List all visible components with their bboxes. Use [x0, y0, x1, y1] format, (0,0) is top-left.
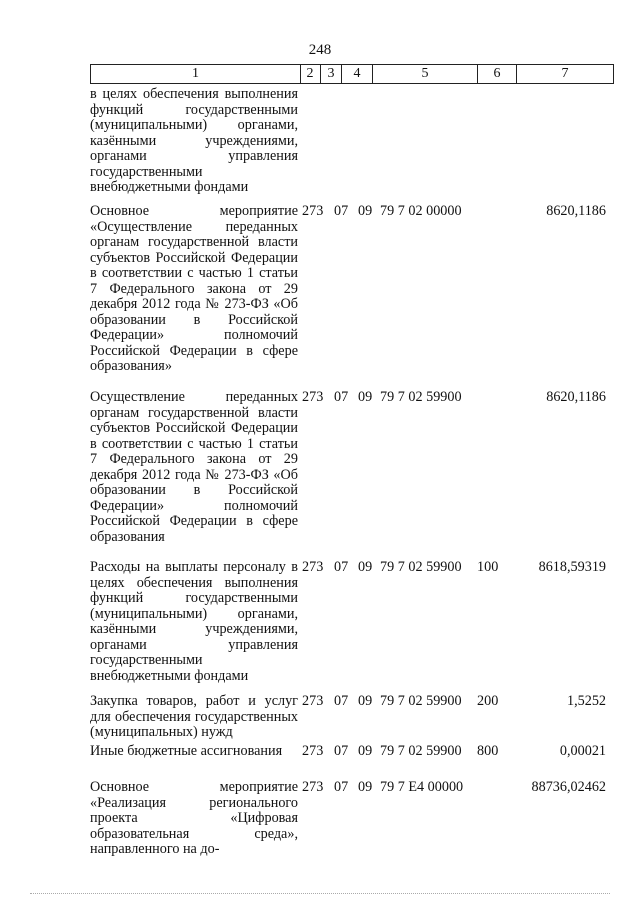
section-code: 07 [334, 779, 349, 795]
header-col-5: 5 [373, 64, 478, 84]
section-code: 07 [334, 389, 349, 405]
expense-type-code: 800 [477, 743, 499, 759]
amount: 1,5252 [566, 693, 606, 709]
subsection-code: 09 [358, 203, 373, 219]
subsection-code: 09 [358, 743, 373, 759]
subsection-code: 09 [358, 779, 373, 795]
header-col-3: 3 [321, 64, 342, 84]
table-header [90, 64, 614, 84]
header-col-1: 1 [90, 64, 301, 84]
row-description: Закупка товаров, работ и услуг для обеспечения государственных (муниципальных) нужд [90, 693, 298, 740]
ministry-code: 273 [302, 779, 324, 795]
amount: 8620,1186 [546, 389, 606, 405]
header-col-7: 7 [517, 64, 614, 84]
ministry-code: 273 [302, 559, 324, 575]
row-description: Основное мероприятие «Реализация регионального проекта «Цифровая образовательная среда», направленного на до- [90, 779, 298, 857]
target-article-code: 79 7 02 59900 [380, 743, 462, 759]
header-col-2: 2 [300, 64, 321, 84]
amount: 8620,1186 [546, 203, 606, 219]
row-description: Осуществление переданных органам государственной власти субъектов Российской Федерации в соответствии с частью 1 статьи 7 Федерального закона от 29 декабря 2012 года № 273-ФЗ «Об образовании в Российской Федерации» полномочий Российской Федерации в сфере образования [90, 389, 298, 545]
subsection-code: 09 [358, 559, 373, 575]
row-description: Расходы на выплаты персоналу в целях обеспечения выполнения функций государственными (муниципальными) органами, казёнными учреждениями, органами управления государственными внебюджетными фондами [90, 559, 298, 684]
target-article-code: 79 7 02 59900 [380, 693, 462, 709]
ministry-code: 273 [302, 743, 324, 759]
amount: 88736,02462 [531, 779, 606, 795]
header-col-6: 6 [478, 64, 517, 84]
target-article-code: 79 7 02 00000 [380, 203, 462, 219]
expense-type-code: 200 [477, 693, 499, 709]
page-number: 248 [308, 42, 332, 58]
subsection-code: 09 [358, 693, 373, 709]
target-article-code: 79 7 E4 00000 [380, 779, 464, 795]
section-code: 07 [334, 559, 349, 575]
target-article-code: 79 7 02 59900 [380, 389, 462, 405]
section-code: 07 [334, 203, 349, 219]
amount: 0,00021 [559, 743, 606, 759]
target-article-code: 79 7 02 59900 [380, 559, 462, 575]
section-code: 07 [334, 693, 349, 709]
section-code: 07 [334, 743, 349, 759]
expense-type-code: 100 [477, 559, 499, 575]
row-description: в целях обеспечения выполнения функций государственными (муниципальными) органами, казёнными учреждениями, органами управления государственными внебюджетными фондами [90, 86, 298, 195]
amount: 8618,59319 [538, 559, 606, 575]
ministry-code: 273 [302, 203, 324, 219]
scan-edge-line [30, 893, 610, 894]
header-col-4: 4 [342, 64, 373, 84]
ministry-code: 273 [302, 693, 324, 709]
subsection-code: 09 [358, 389, 373, 405]
ministry-code: 273 [302, 389, 324, 405]
row-description: Иные бюджетные ассигнования [90, 743, 283, 759]
row-description: Основное мероприятие «Осуществление переданных органам государственной власти субъектов Российской Федерации в соответствии с частью 1 статьи 7 Федерального закона от 29 декабря 2012 года № 273-ФЗ «Об образовании в Российской Федерации» полномочий Российской Федерации в сфере образования» [90, 203, 298, 374]
